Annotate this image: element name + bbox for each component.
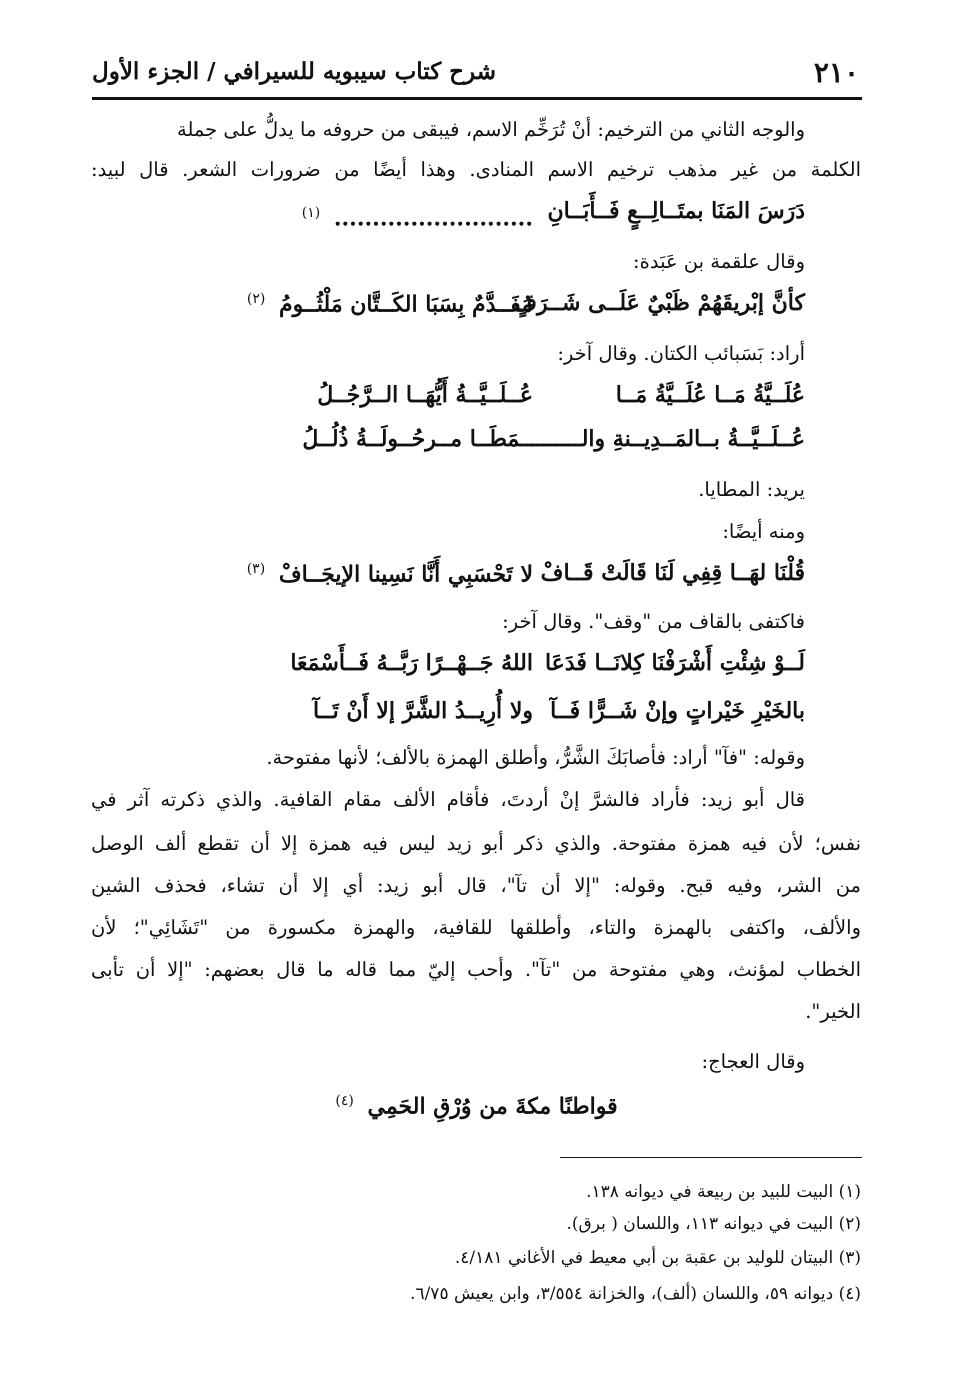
verse-first-hemistich: كأنَّ إبْريقَهُمْ ظَبْيٌ عَلَــى شَــرَفٍ	[514, 290, 805, 316]
verse-first-hemistich: عُلَــيَّةُ مَــا عُلَــيَّةُ مَــا	[615, 382, 805, 408]
verse-second-hemistich: ــمَطَــا مــرحُــولَــةُ ذُلُــلُ	[302, 426, 533, 452]
paragraph-line: الكلمة من غير مذهب ترخيم الاسم المنادى. وهذا أيضًا من ضرورات الشعر. قال لبيد:	[91, 158, 861, 181]
footnote-marker: (١)	[301, 205, 321, 221]
footnote-3: (٣) البيتان للوليد بن عقبة بن أبي معيط في الأغاني ٤/١٨١.	[454, 1248, 861, 1268]
footnote-4: (٤) ديوانه ٥٩، واللسان (ألف)، والخزانة ٣/٥٥٤، وابن يعيش ٦/٧٥.	[410, 1284, 861, 1304]
verse-text: قواطنًا مكةَ من وُرْقِ الحَمِي	[367, 1093, 618, 1120]
verse-centered	[0, 1093, 953, 1120]
commentary-line: يريد: المطايا.	[698, 478, 805, 501]
verse-first-hemistich: دَرَسَ المَنَا بمتَــالِــعٍ فَــأَبَــانِ	[547, 198, 805, 224]
verse-text: لا تَحْسَبِي أَنَّا نَسِينا الإيجَــافْ	[278, 561, 533, 588]
commentary-line: فاكتفى بالقاف من "وقف". وقال آخر:	[502, 610, 805, 633]
verse-first-hemistich: بالخَيْرِ خَيْراتٍ وإنْ شَــرًّا فَــآ	[550, 698, 805, 724]
commentary-line: وقوله: "فآ" أراد: فأصابَكَ الشَّرُّ، وأطلق الهمزة بالألف؛ لأنها مفتوحة.	[266, 746, 805, 769]
verse-text: مُفَــدَّمٌ بِسَبَا الكَــتَّان مَلْثُــومُ	[279, 291, 533, 318]
attribution-line: وقال العجاج:	[701, 1050, 805, 1073]
footnote-2: (٢) البيت في ديوانه ١١٣، واللسان ( برق).	[566, 1214, 861, 1234]
page-number: ٢١٠	[813, 56, 859, 89]
commentary-line: ومنه أيضًا:	[722, 520, 805, 543]
header-rule	[92, 97, 862, 100]
paragraph-line: قال أبو زيد: فأراد فالشرَّ إنْ أردتَ، فأقام الألف مقام القافية. والذي ذكرته آثر في	[91, 788, 805, 811]
verse-first-hemistich: لَــوْ شِئْتِ أَشْرَفْنَا كِلانَــا فَدَعَا	[544, 650, 805, 676]
paragraph-line: والوجه الثاني من الترخيم: أنْ تُرَخِّم الاسم، فيبقى من حروفه ما يدلُّ على جملة	[177, 118, 805, 141]
verse-second-hemistich	[301, 205, 533, 232]
attribution-line: وقال علقمة بن عَبَدة:	[633, 250, 805, 273]
verse-omitted-dots: ..........................	[333, 205, 533, 232]
verse-second-hemistich: ولا أُرِيــدُ الشَّرَّ إلا أَنْ تَــآ	[313, 698, 533, 724]
footnote-marker: (٣)	[246, 561, 266, 577]
verse-second-hemistich	[246, 291, 533, 318]
verse-first-hemistich: عُــلَــيَّــةُ بــالمَــدِيــنةِ والــــــــ	[530, 426, 805, 452]
paragraph-line: نفس؛ لأن فيه همزة مفتوحة. والذي ذكر أبو زيد ليس فيه همزة إلا أن تقطع ألف الوصل	[91, 832, 861, 855]
footnote-marker: (٢)	[246, 291, 266, 307]
paragraph-line: من الشر، وفيه قبح. وقوله: "إلا أن تآ"، قال أبو زيد: أي إلا أن تشاء، فحذف الشين	[91, 874, 861, 897]
footnote-separator	[560, 1157, 862, 1158]
verse-second-hemistich: عُــلَــيَّــةُ أَيُّهَــا الــرَّجُــلُ	[317, 382, 533, 408]
verse-first-hemistich: قُلْنَا لهَــا قِفِي لَنَا قَالَتْ قَــافْ	[540, 560, 805, 586]
paragraph-line: والألف، واكتفى بالهمزة والتاء، وأطلقها للقافية، والهمزة مكسورة من "تَشَائِي"؛ لأن	[91, 916, 861, 939]
footnote-marker: (٤)	[335, 1093, 354, 1109]
commentary-line: أراد: بَسَبائب الكتان. وقال آخر:	[557, 342, 805, 365]
running-header-title: شرح كتاب سيبويه للسيرافي / الجزء الأول	[92, 58, 496, 85]
paragraph-line: الخير".	[805, 1000, 861, 1023]
footnote-1: (١) البيت للبيد بن ربيعة في ديوانه ١٣٨.	[586, 1182, 861, 1202]
verse-second-hemistich	[246, 561, 533, 588]
verse-second-hemistich: اللهُ جَــهْــرًا رَبَّــهُ فَــأَسْمَعَا	[290, 650, 533, 676]
paragraph-line: الخطاب لمؤنث، وهي مفتوحة من "تآ". وأحب إليّ مما قاله ما قال بعضهم: "إلا أن تأبى	[91, 958, 861, 981]
